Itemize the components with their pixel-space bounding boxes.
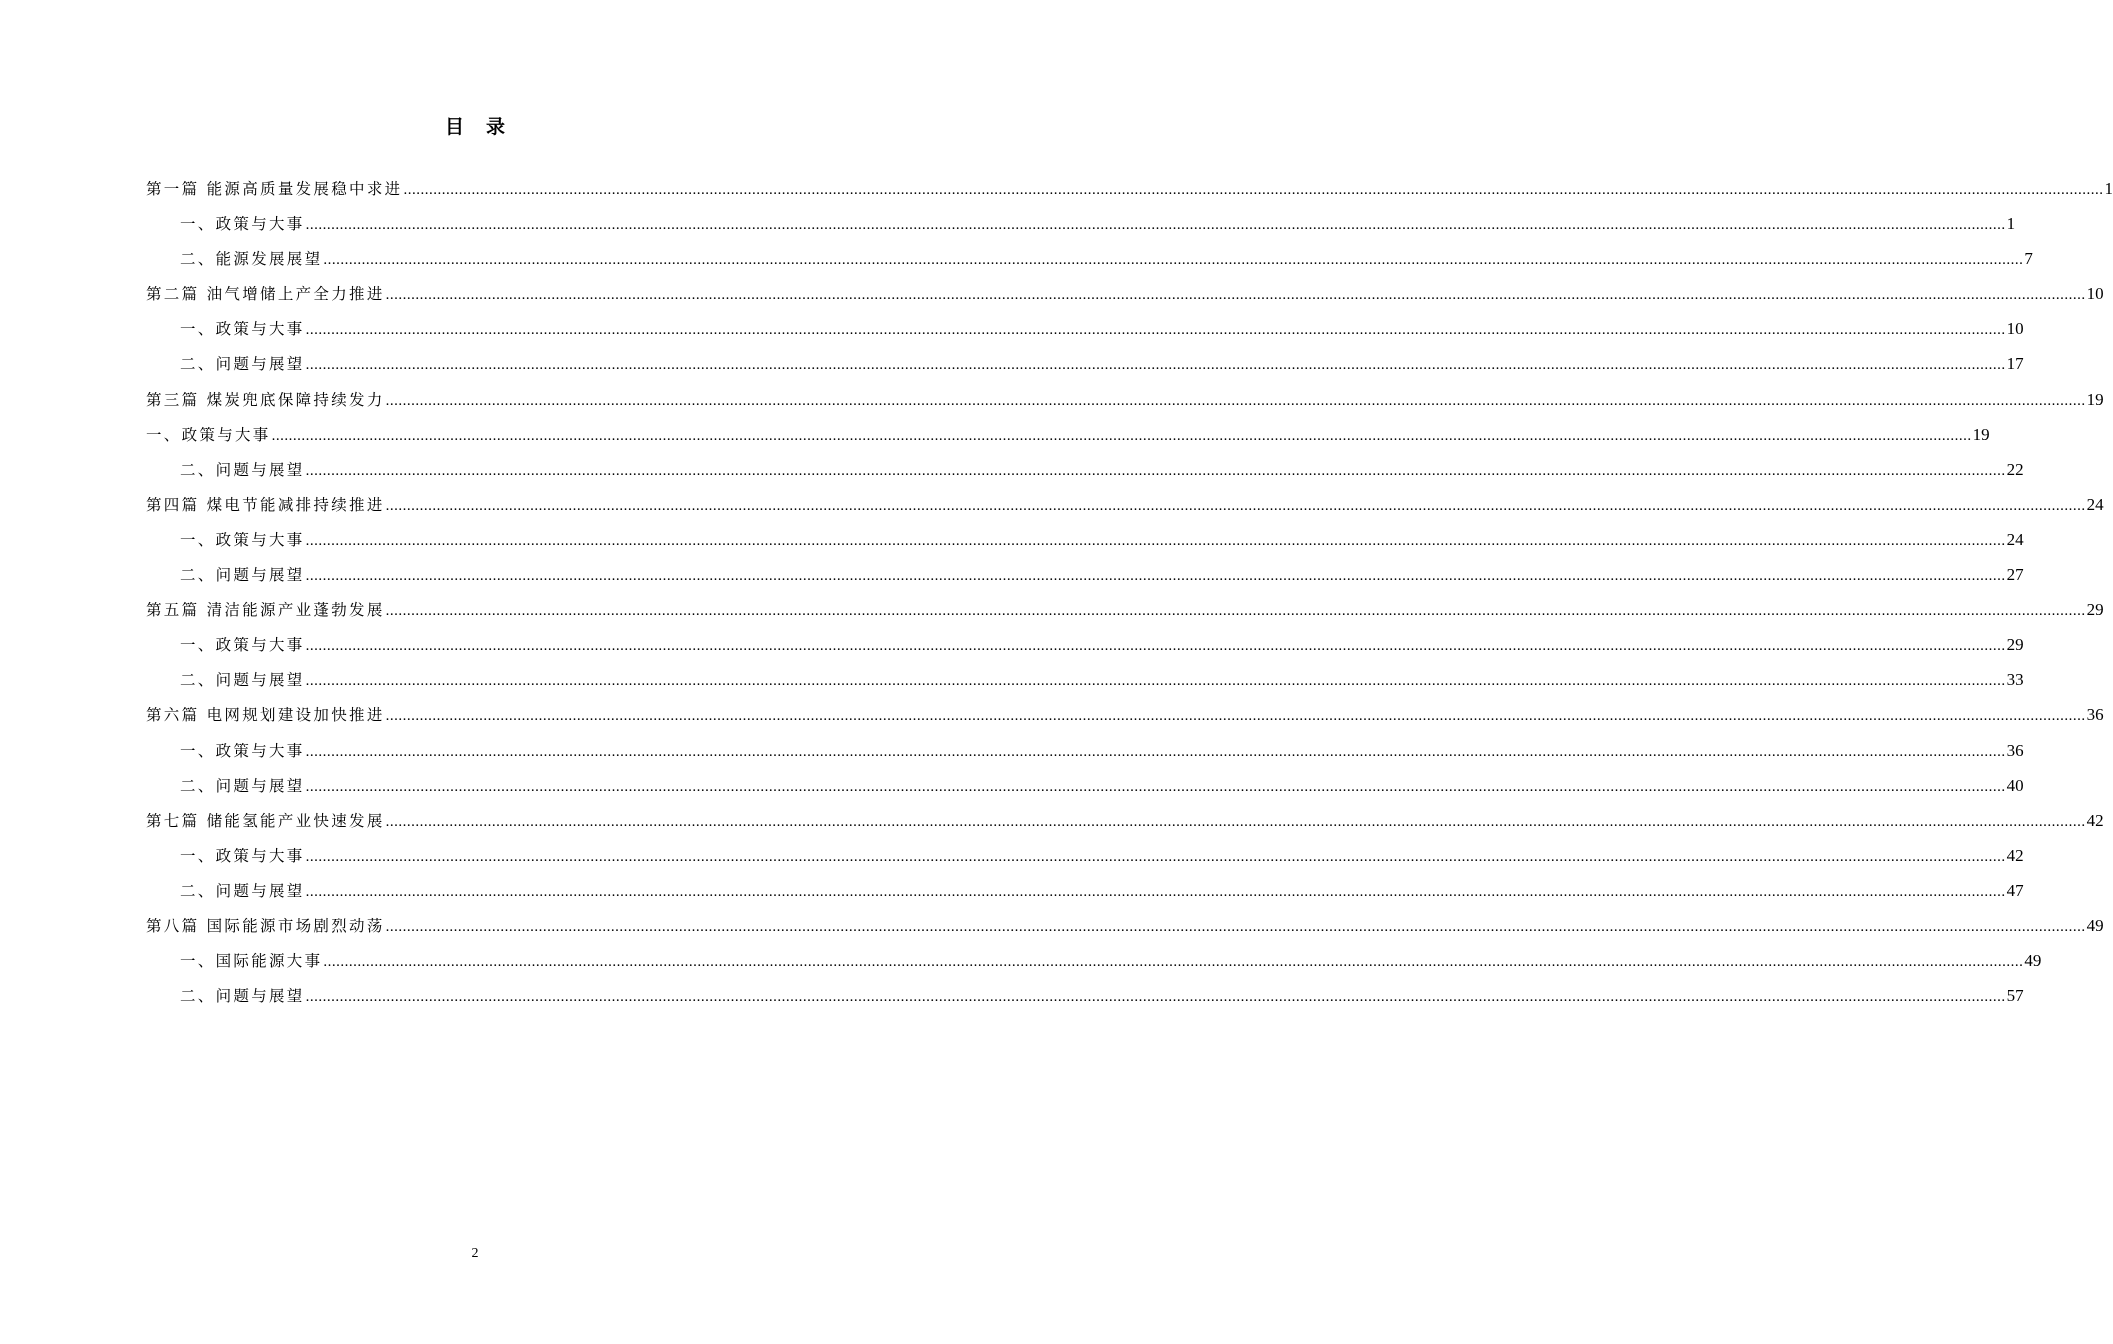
dot-leader: ................................................................................................................................................................................................................................................................................................................................................................................................................ <box>305 532 2006 549</box>
toc-entry-page: 40 <box>2006 775 2024 795</box>
toc-entry-page: 33 <box>2006 670 2024 690</box>
toc-entry-page: 19 <box>2086 389 2104 409</box>
toc-entry-label: 第八篇 国际能源市场剧烈动荡 <box>146 916 385 935</box>
page-title: 目录 <box>444 116 527 138</box>
toc-entry-label: 二、问题与展望 <box>180 987 305 1006</box>
dot-leader: ................................................................................................................................................................................................................................................................................................................................................................................................................ <box>271 427 1972 444</box>
toc-entry[interactable] <box>146 489 2104 524</box>
toc-entry-page: 1 <box>2006 214 2016 234</box>
table-of-contents <box>146 173 2113 1015</box>
toc-entry-label: 二、问题与展望 <box>180 881 305 900</box>
dot-leader: ................................................................................................................................................................................................................................................................................................................................................................................................................ <box>305 462 2006 479</box>
dot-leader: ................................................................................................................................................................................................................................................................................................................................................................................................................ <box>385 708 2086 725</box>
dot-leader: ................................................................................................................................................................................................................................................................................................................................................................................................................ <box>305 673 2006 690</box>
toc-entry[interactable] <box>146 559 2024 594</box>
toc-entry-page: 49 <box>2024 951 2042 971</box>
toc-entry-page: 10 <box>2086 284 2104 304</box>
toc-entry-label: 一、政策与大事 <box>180 215 305 234</box>
toc-entry-label: 一、政策与大事 <box>180 846 305 865</box>
toc-entry-page: 29 <box>2006 635 2024 655</box>
toc-entry[interactable] <box>146 735 2024 770</box>
toc-entry[interactable] <box>146 875 2024 910</box>
dot-leader: ................................................................................................................................................................................................................................................................................................................................................................................................................ <box>305 638 2006 655</box>
dot-leader: ................................................................................................................................................................................................................................................................................................................................................................................................................ <box>305 848 2006 865</box>
dot-leader: ................................................................................................................................................................................................................................................................................................................................................................................................................ <box>385 918 2086 935</box>
toc-entry[interactable] <box>146 840 2024 875</box>
dot-leader: ................................................................................................................................................................................................................................................................................................................................................................................................................ <box>305 883 2006 900</box>
toc-entry[interactable] <box>146 594 2104 629</box>
toc-entry[interactable] <box>146 629 2024 664</box>
toc-entry-page: 24 <box>2006 529 2024 549</box>
dot-leader: ................................................................................................................................................................................................................................................................................................................................................................................................................ <box>305 778 2006 795</box>
dot-leader: ................................................................................................................................................................................................................................................................................................................................................................................................................ <box>385 497 2086 514</box>
toc-entry-label: 二、问题与展望 <box>180 671 305 690</box>
toc-entry-label: 二、问题与展望 <box>180 776 305 795</box>
toc-entry-page: 47 <box>2006 880 2024 900</box>
toc-entry-label: 一、政策与大事 <box>180 636 305 655</box>
toc-entry[interactable] <box>146 419 1990 454</box>
toc-entry-label: 一、国际能源大事 <box>180 952 323 971</box>
toc-entry[interactable] <box>146 173 2113 208</box>
toc-entry-page: 36 <box>2086 705 2104 725</box>
toc-entry[interactable] <box>146 664 2024 699</box>
toc-entry[interactable] <box>146 243 2033 278</box>
toc-entry[interactable] <box>146 384 2104 419</box>
dot-leader: ................................................................................................................................................................................................................................................................................................................................................................................................................ <box>385 603 2086 620</box>
toc-entry[interactable] <box>146 454 2024 489</box>
toc-entry-label: 第四篇 煤电节能减排持续推进 <box>146 495 385 514</box>
toc-entry[interactable] <box>146 980 2024 1015</box>
dot-leader: ................................................................................................................................................................................................................................................................................................................................................................................................................ <box>305 743 2006 760</box>
dot-leader: ................................................................................................................................................................................................................................................................................................................................................................................................................ <box>305 989 2006 1006</box>
toc-entry-page: 19 <box>1972 424 1990 444</box>
toc-entry-page: 17 <box>2006 354 2024 374</box>
toc-entry-label: 一、政策与大事 <box>180 320 305 339</box>
toc-entry[interactable] <box>146 805 2104 840</box>
toc-entry-page: 10 <box>2006 319 2024 339</box>
toc-entry-page: 57 <box>2006 986 2024 1006</box>
toc-entry[interactable] <box>146 524 2024 559</box>
toc-entry-page: 22 <box>2006 459 2024 479</box>
toc-entry-page: 24 <box>2086 494 2104 514</box>
dot-leader: ................................................................................................................................................................................................................................................................................................................................................................................................................ <box>305 568 2006 585</box>
toc-entry-label: 二、问题与展望 <box>180 460 305 479</box>
toc-entry-page: 49 <box>2086 915 2104 935</box>
toc-entry-label: 二、能源发展展望 <box>180 250 323 269</box>
toc-entry-label: 第二篇 油气增储上产全力推进 <box>146 285 385 304</box>
toc-entry-label: 二、问题与展望 <box>180 355 305 374</box>
dot-leader: ................................................................................................................................................................................................................................................................................................................................................................................................................ <box>385 287 2086 304</box>
dot-leader: ................................................................................................................................................................................................................................................................................................................................................................................................................ <box>323 954 2024 971</box>
toc-entry-page: 29 <box>2086 600 2104 620</box>
dot-leader: ................................................................................................................................................................................................................................................................................................................................................................................................................ <box>305 357 2006 374</box>
toc-entry[interactable] <box>146 313 2024 348</box>
page-number: 2 <box>471 1246 479 1261</box>
toc-entry[interactable] <box>146 348 2024 383</box>
toc-entry[interactable] <box>146 699 2104 734</box>
toc-entry-page: 42 <box>2086 810 2104 830</box>
toc-entry-label: 一、政策与大事 <box>180 530 305 549</box>
toc-entry-page: 36 <box>2006 740 2024 760</box>
toc-entry-page: 42 <box>2006 845 2024 865</box>
toc-entry-label: 第一篇 能源高质量发展稳中求进 <box>146 180 403 198</box>
dot-leader: ................................................................................................................................................................................................................................................................................................................................................................................................................ <box>323 252 2024 269</box>
dot-leader: ................................................................................................................................................................................................................................................................................................................................................................................................................ <box>385 813 2086 830</box>
toc-entry[interactable] <box>146 278 2104 313</box>
toc-entry-label: 第五篇 清洁能源产业蓬勃发展 <box>146 601 385 620</box>
dot-leader: ................................................................................................................................................................................................................................................................................................................................................................................................................ <box>385 392 2086 409</box>
toc-entry-label: 第三篇 煤炭兜底保障持续发力 <box>146 390 385 409</box>
toc-entry-label: 一、政策与大事 <box>180 741 305 760</box>
dot-leader: ................................................................................................................................................................................................................................................................................................................................................................................................................ <box>305 322 2006 339</box>
toc-entry-label: 第七篇 储能氢能产业快速发展 <box>146 811 385 830</box>
toc-entry[interactable] <box>146 208 2016 243</box>
toc-entry-page: 7 <box>2024 249 2033 269</box>
toc-entry-label: 一、政策与大事 <box>146 425 271 444</box>
toc-entry[interactable] <box>146 945 2042 980</box>
dot-leader: ................................................................................................................................................................................................................................................................................................................................................................................................................ <box>403 182 2104 198</box>
toc-entry[interactable] <box>146 910 2104 945</box>
toc-entry-label: 二、问题与展望 <box>180 566 305 585</box>
toc-entry-label: 第六篇 电网规划建设加快推进 <box>146 706 385 725</box>
toc-entry[interactable] <box>146 770 2024 805</box>
toc-entry-page: 1 <box>2104 179 2113 198</box>
dot-leader: ................................................................................................................................................................................................................................................................................................................................................................................................................ <box>305 217 2006 234</box>
toc-entry-page: 27 <box>2006 565 2024 585</box>
